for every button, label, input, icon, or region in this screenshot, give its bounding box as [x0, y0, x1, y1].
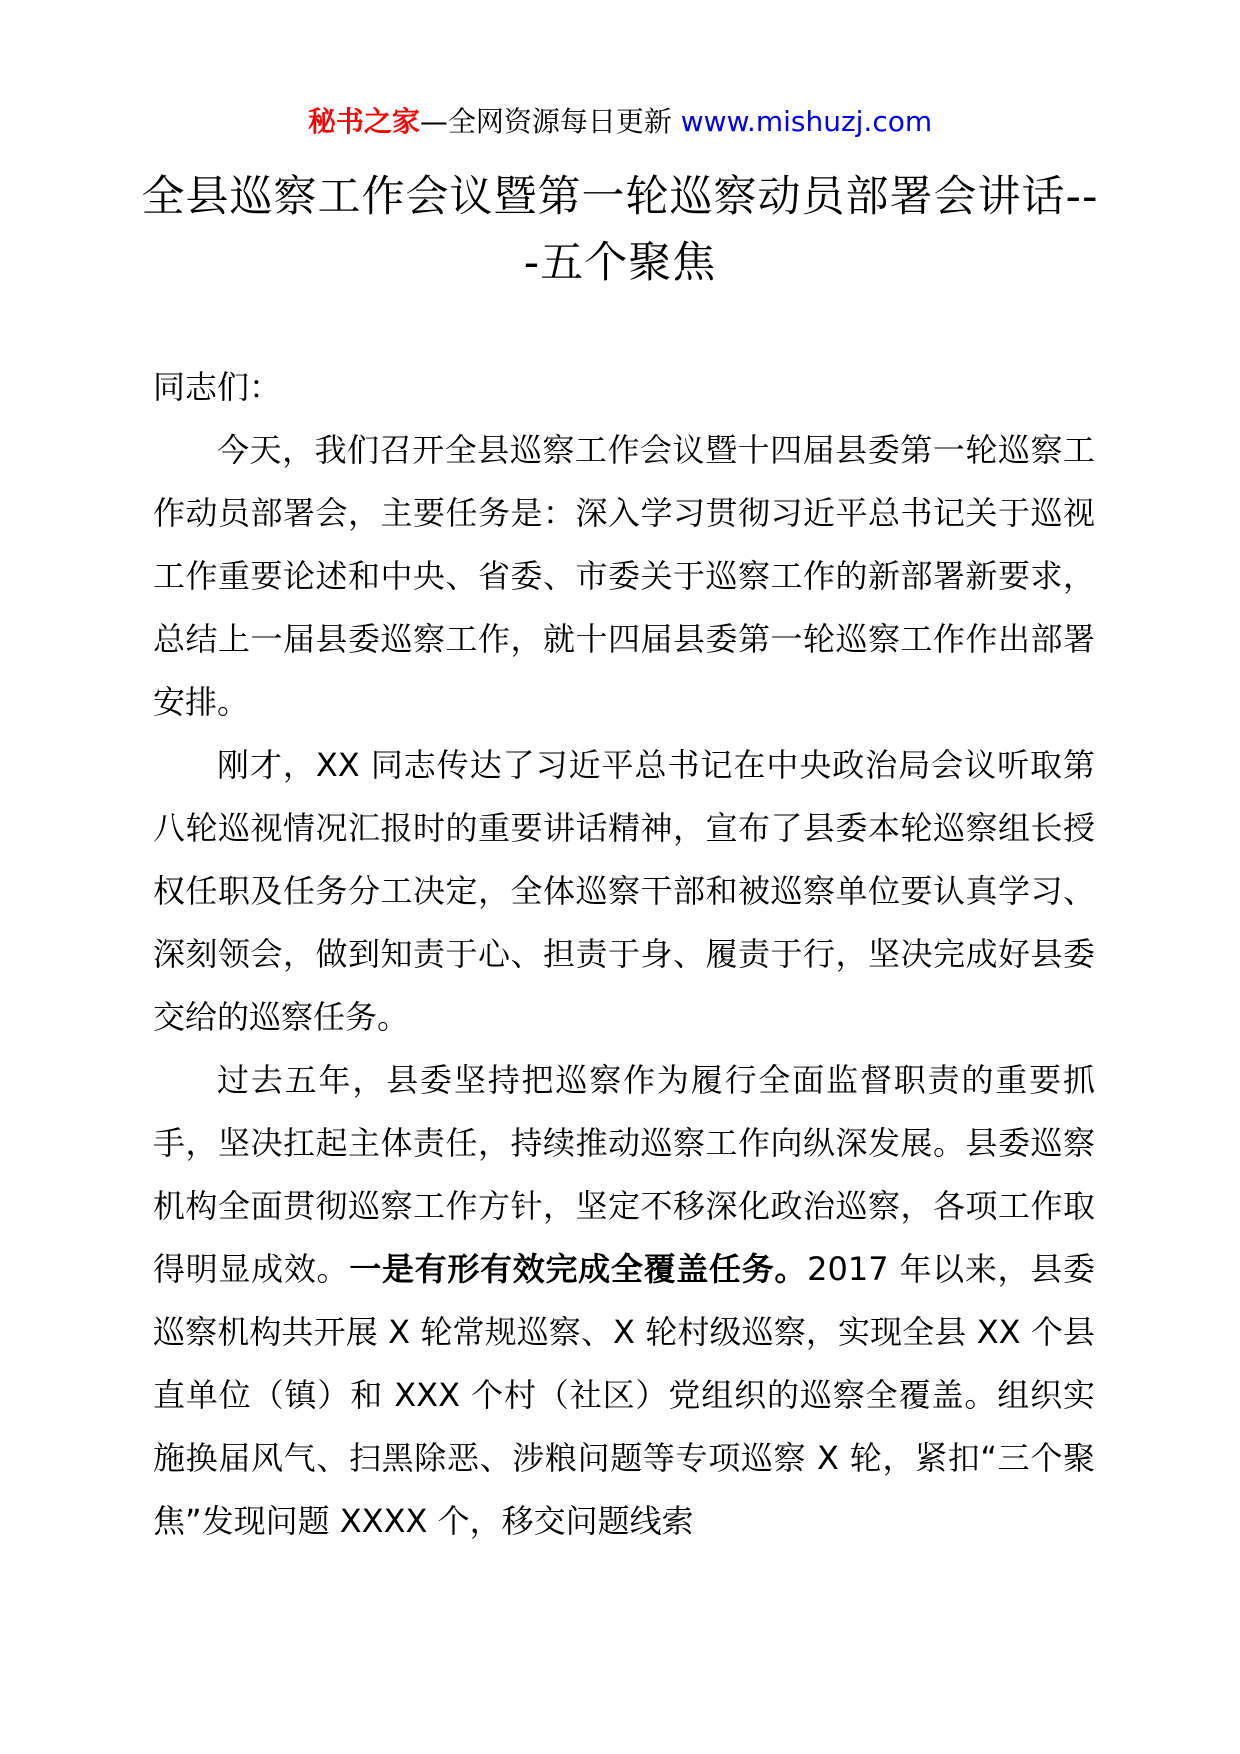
document-body — [153, 356, 1095, 1553]
site-header — [0, 102, 1240, 142]
document-title: 全县巡察工作会议暨第一轮巡察动员部署会讲话---五个聚焦 — [141, 172, 1099, 288]
salutation: 同志们： — [153, 368, 282, 406]
paragraph-3-bold-point: 一是有形有效完成全覆盖任务。 — [349, 1250, 808, 1288]
paragraph-2: 刚才，XX 同志传达了习近平总书记在中央政治局会议听取第八轮巡视情况汇报时的重要讲话精神，宣布了县委本轮巡察组长授权任职及任务分工决定，全体巡察干部和被巡察单位要认真学习、深刻领会，做到知责于心、担责于身、履责于行，坚决完成好县委交给的巡察任务。 — [153, 746, 1095, 1036]
paragraph-3-intro: 过去五年，县委坚持把巡察作为履行全面监督职责的重要抓手，坚决扛起主体责任，持续推动巡察工作向纵深发展。县委巡察机构全面贯彻巡察工作方针，坚定不移深化政治巡察，各项工作取得明显成效。 — [153, 1061, 1095, 1288]
paragraph-3-rest: 2017 年以来，县委巡察机构共开展 X 轮常规巡察、X 轮村级巡察，实现全县 XX 个县直单位（镇）和 XXX 个村（社区）党组织的巡察全覆盖。组织实施换届风气、扫黑除恶、涉粮问题等专项巡察 X 轮，紧扣“三个聚焦”发现问题 XXXX 个，移交问题线索 — [153, 1250, 1095, 1540]
site-url-link[interactable]: www.mishuzj.com — [680, 105, 933, 138]
paragraph-3 — [153, 1049, 1095, 1553]
site-brand: 秘书之家 — [307, 105, 420, 138]
paragraph-1: 今天，我们召开全县巡察工作会议暨十四届县委第一轮巡察工作动员部署会，主要任务是：深入学习贯彻习近平总书记关于巡视工作重要论述和中央、省委、市委关于巡察工作的新部署新要求，总结上一届县委巡察工作，就十四届县委第一轮巡察工作作出部署安排。 — [153, 431, 1095, 721]
site-tagline: —全网资源每日更新 — [419, 105, 681, 138]
